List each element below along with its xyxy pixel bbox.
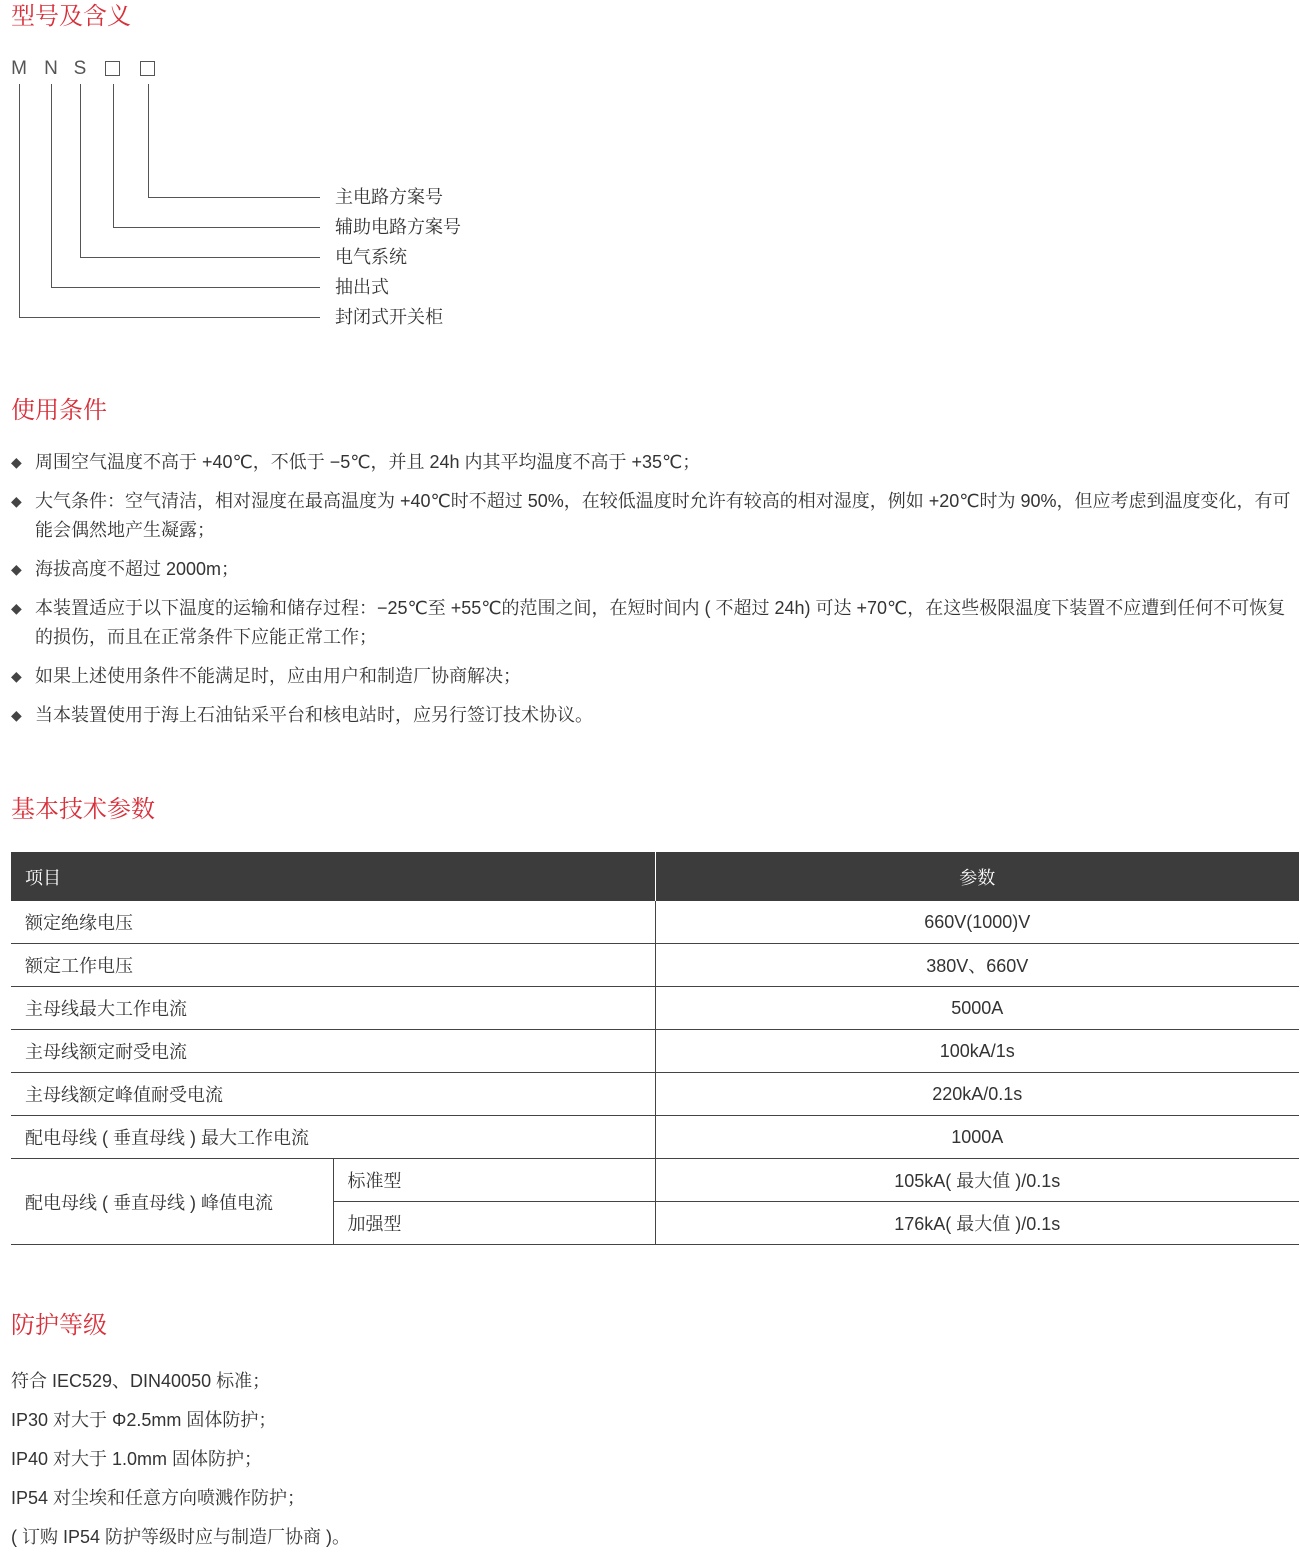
header-param: 参数 (655, 852, 1299, 901)
row-value: 100kA/1s (655, 1030, 1299, 1073)
table-header-row (11, 852, 1299, 901)
row-value: 660V(1000)V (655, 901, 1299, 944)
list-item (11, 448, 1300, 477)
leader-m (19, 317, 320, 318)
diamond-bullet-icon: ◆ (11, 454, 22, 470)
code-box-main (140, 61, 155, 76)
section-title-model: 型号及含义 (11, 3, 131, 30)
connector-m (19, 84, 20, 318)
row-value: 176kA( 最大值 )/0.1s (655, 1202, 1299, 1245)
table-row (11, 1116, 1299, 1159)
list-item: 符合 IEC529、DIN40050 标准； (11, 1371, 271, 1391)
label-main-circuit: 主电路方案号 (335, 187, 443, 207)
protection-list (11, 1362, 350, 1557)
row-value: 105kA( 最大值 )/0.1s (655, 1159, 1299, 1202)
diamond-bullet-icon: ◆ (11, 493, 22, 509)
conditions-list (11, 448, 1300, 740)
code-letter-n: N (44, 58, 58, 79)
table-row (11, 987, 1299, 1030)
list-item (11, 594, 1300, 652)
diamond-bullet-icon: ◆ (11, 600, 22, 616)
params-table (11, 852, 1299, 1245)
connector-aux (113, 84, 114, 228)
label-aux-circuit: 辅助电路方案号 (335, 217, 461, 237)
table-row (11, 1073, 1299, 1116)
leader-s (80, 257, 320, 258)
condition-text: 海拔高度不超过 2000m； (35, 559, 240, 579)
row-name: 主母线额定峰值耐受电流 (11, 1073, 655, 1116)
list-item (11, 701, 1300, 730)
row-name: 配电母线 ( 垂直母线 ) 最大工作电流 (11, 1116, 655, 1159)
row-name: 额定工作电压 (11, 944, 655, 987)
section-title-protection: 防护等级 (11, 1312, 107, 1339)
list-item: IP54 对尘埃和任意方向喷溅作防护； (11, 1488, 306, 1508)
code-letter-m: M (11, 58, 27, 79)
condition-text: 周围空气温度不高于 +40℃，不低于 −5℃，并且 24h 内其平均温度不高于 +35℃； (35, 452, 701, 472)
leader-n (51, 287, 320, 288)
diamond-bullet-icon: ◆ (11, 668, 22, 684)
connector-s (80, 84, 81, 258)
condition-text: 本装置适应于以下温度的运输和储存过程：−25℃至 +55℃的范围之间，在短时间内 ( 不超过 24h) 可达 +70℃，在这些极限温度下装置不应遭到任何不可恢复的损伤，而且在正常条件下应能正常工作； (35, 598, 1286, 647)
condition-text: 如果上述使用条件不能满足时，应由用户和制造厂协商解决； (35, 666, 521, 686)
row-value: 380V、660V (655, 944, 1299, 987)
list-item (11, 662, 1300, 691)
code-letter-s: S (73, 58, 87, 79)
header-item: 项目 (11, 852, 655, 901)
leader-aux (113, 227, 320, 228)
code-box-auxiliary (105, 61, 120, 76)
table-row (11, 1030, 1299, 1073)
list-item: IP40 对大于 1.0mm 固体防护； (11, 1449, 263, 1469)
label-electrical-system: 电气系统 (335, 247, 407, 267)
section-title-conditions: 使用条件 (11, 397, 107, 424)
row-subtype: 标准型 (333, 1159, 655, 1202)
list-item: ( 订购 IP54 防护等级时应与制造厂协商 )。 (11, 1527, 351, 1547)
row-value: 5000A (655, 987, 1299, 1030)
table-row (11, 901, 1299, 944)
list-item (11, 487, 1300, 545)
row-name: 配电母线 ( 垂直母线 ) 峰值电流 (11, 1159, 333, 1245)
row-name: 主母线额定耐受电流 (11, 1030, 655, 1073)
condition-text: 当本装置使用于海上石油钻采平台和核电站时，应另行签订技术协议。 (35, 705, 593, 725)
row-name: 主母线最大工作电流 (11, 987, 655, 1030)
connector-main (148, 84, 149, 198)
row-subtype: 加强型 (333, 1202, 655, 1245)
list-item (11, 555, 1300, 584)
diamond-bullet-icon: ◆ (11, 561, 22, 577)
diamond-bullet-icon: ◆ (11, 707, 22, 723)
condition-text: 大气条件：空气清洁，相对湿度在最高温度为 +40℃时不超过 50%，在较低温度时允许有较高的相对湿度，例如 +20℃时为 90%，但应考虑到温度变化，有可能会偶然地产生凝露； (35, 491, 1291, 540)
leader-main (148, 197, 320, 198)
table-row (11, 944, 1299, 987)
label-withdrawable: 抽出式 (335, 277, 389, 297)
label-enclosed-switchgear: 封闭式开关柜 (335, 307, 443, 327)
table-row (11, 1159, 1299, 1202)
row-name: 额定绝缘电压 (11, 901, 655, 944)
connector-n (51, 84, 52, 288)
section-title-params: 基本技术参数 (11, 796, 155, 823)
list-item: IP30 对大于 Φ2.5mm 固体防护； (11, 1410, 277, 1430)
row-value: 1000A (655, 1116, 1299, 1159)
row-value: 220kA/0.1s (655, 1073, 1299, 1116)
